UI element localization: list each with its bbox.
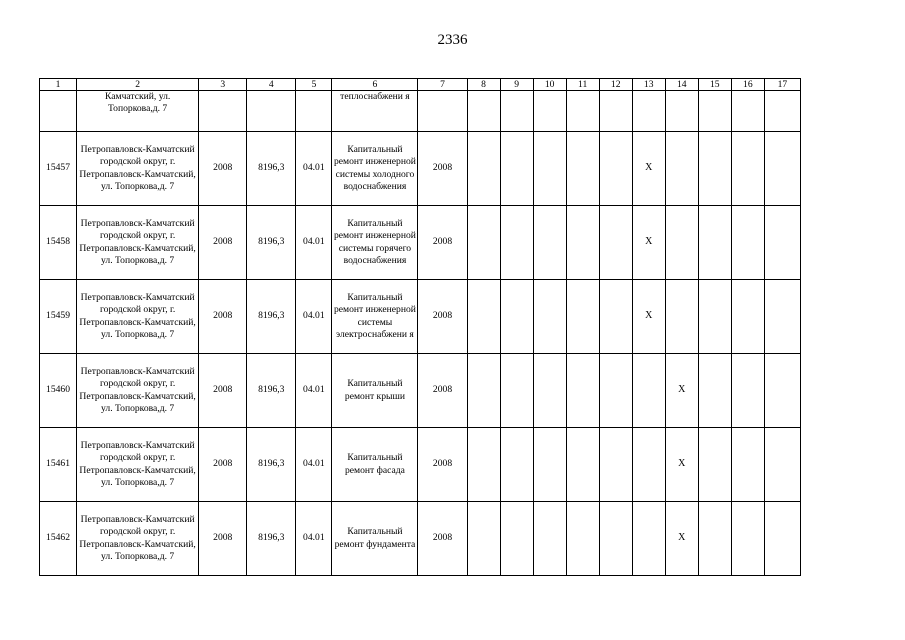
mark-col13 [632, 354, 665, 428]
year-cell: 2008 [199, 354, 247, 428]
area-cell: 8196,3 [247, 502, 296, 576]
cell-empty [698, 280, 731, 354]
cell-empty [731, 206, 764, 280]
table-row [40, 502, 801, 576]
area-cell: 8196,3 [247, 132, 296, 206]
page-number: 2336 [437, 32, 468, 48]
area-cell: 8196,3 [247, 354, 296, 428]
record-id: 15458 [40, 206, 77, 280]
column-header: 9 [500, 79, 533, 91]
code-cell: 04.01 [296, 428, 332, 502]
plan-year-cell: 2008 [418, 280, 467, 354]
work-cell: Капитальный ремонт инженерной системы горячего водоснабжения [332, 206, 418, 280]
cell-empty [764, 354, 800, 428]
mark-col13 [632, 428, 665, 502]
address-cell: Петропавловск-Камчатский городской округ, г. Петропавловск-Камчатский, ул. Топоркова,д. 7 [77, 280, 199, 354]
cell-empty [566, 280, 599, 354]
cell-empty [500, 354, 533, 428]
cell-empty [566, 354, 599, 428]
cell-empty [731, 354, 764, 428]
cell-empty [731, 132, 764, 206]
cell-empty [599, 354, 632, 428]
cell-empty [533, 132, 566, 206]
mark-col14: X [665, 354, 698, 428]
column-header: 4 [247, 79, 296, 91]
address-cell: Петропавловск-Камчатский городской округ, г. Петропавловск-Камчатский, ул. Топоркова,д. 7 [77, 206, 199, 280]
work-cell: Капитальный ремонт фасада [332, 428, 418, 502]
year-cell: 2008 [199, 206, 247, 280]
cell-empty [599, 280, 632, 354]
cell-empty [632, 91, 665, 132]
cell-empty [500, 91, 533, 132]
cell-empty [500, 502, 533, 576]
cell-empty [533, 206, 566, 280]
cell-empty [467, 428, 500, 502]
column-header: 6 [332, 79, 418, 91]
area-cell: 8196,3 [247, 206, 296, 280]
cell-empty [500, 280, 533, 354]
column-header: 11 [566, 79, 599, 91]
cell-empty [698, 206, 731, 280]
column-header: 10 [533, 79, 566, 91]
work-cell: Капитальный ремонт инженерной системы холодного водоснабжения [332, 132, 418, 206]
cell-empty [500, 428, 533, 502]
cell-empty [764, 91, 800, 132]
year-cell: 2008 [199, 502, 247, 576]
cell-empty [599, 91, 632, 132]
cell-empty [599, 502, 632, 576]
mark-col13: X [632, 206, 665, 280]
record-id: 15457 [40, 132, 77, 206]
column-header: 7 [418, 79, 467, 91]
cell-empty [764, 132, 800, 206]
cell-empty [764, 206, 800, 280]
column-header: 17 [764, 79, 800, 91]
cell-empty [566, 91, 599, 132]
year-cell: 2008 [199, 132, 247, 206]
cell-empty [566, 502, 599, 576]
cell-empty [533, 354, 566, 428]
cell-empty [467, 502, 500, 576]
work-cell: теплоснабжени я [332, 91, 418, 132]
address-cell: Петропавловск-Камчатский городской округ, г. Петропавловск-Камчатский, ул. Топоркова,д. 7 [77, 354, 199, 428]
plan-year-cell: 2008 [418, 206, 467, 280]
register-table [39, 78, 801, 576]
column-header: 16 [731, 79, 764, 91]
record-id: 15461 [40, 428, 77, 502]
code-cell: 04.01 [296, 132, 332, 206]
cell-empty [764, 428, 800, 502]
plan-year-cell: 2008 [418, 132, 467, 206]
cell-empty [698, 354, 731, 428]
cell-empty [764, 502, 800, 576]
cell-empty [533, 91, 566, 132]
code-cell: 04.01 [296, 206, 332, 280]
table-row [40, 280, 801, 354]
year-cell: 2008 [199, 280, 247, 354]
cell-empty [731, 91, 764, 132]
address-cell: Камчатский, ул. Топоркова,д. 7 [77, 91, 199, 132]
plan-year-cell: 2008 [418, 502, 467, 576]
plan-year-cell: 2008 [418, 354, 467, 428]
cell-empty [731, 502, 764, 576]
cell-empty [533, 502, 566, 576]
cell-empty [599, 428, 632, 502]
cell-empty [500, 132, 533, 206]
column-header: 5 [296, 79, 332, 91]
column-header: 13 [632, 79, 665, 91]
address-cell: Петропавловск-Камчатский городской округ, г. Петропавловск-Камчатский, ул. Топоркова,д. 7 [77, 428, 199, 502]
table-row [40, 132, 801, 206]
cell-empty [247, 91, 296, 132]
cell-empty [698, 502, 731, 576]
mark-col14 [665, 132, 698, 206]
code-cell: 04.01 [296, 502, 332, 576]
year-cell: 2008 [199, 428, 247, 502]
cell-empty [566, 132, 599, 206]
work-cell: Капитальный ремонт фундамента [332, 502, 418, 576]
cell-empty [599, 206, 632, 280]
cell-empty [467, 280, 500, 354]
work-cell: Капитальный ремонт крыши [332, 354, 418, 428]
cell-empty [566, 206, 599, 280]
mark-col14: X [665, 502, 698, 576]
area-cell: 8196,3 [247, 428, 296, 502]
mark-col14 [665, 206, 698, 280]
cell-empty [500, 206, 533, 280]
mark-col14 [665, 280, 698, 354]
address-cell: Петропавловск-Камчатский городской округ, г. Петропавловск-Камчатский, ул. Топоркова,д. 7 [77, 132, 199, 206]
area-cell: 8196,3 [247, 280, 296, 354]
cell-empty [566, 428, 599, 502]
cell-empty [698, 132, 731, 206]
work-cell: Капитальный ремонт инженерной системы электроснабжени я [332, 280, 418, 354]
cell-empty [418, 91, 467, 132]
column-header: 1 [40, 79, 77, 91]
mark-col14: X [665, 428, 698, 502]
table-row [40, 206, 801, 280]
column-number-row [40, 79, 801, 91]
cell-empty [467, 206, 500, 280]
record-id: 15462 [40, 502, 77, 576]
column-header: 12 [599, 79, 632, 91]
cell-empty [40, 91, 77, 132]
code-cell: 04.01 [296, 280, 332, 354]
record-id: 15459 [40, 280, 77, 354]
column-header: 14 [665, 79, 698, 91]
code-cell: 04.01 [296, 354, 332, 428]
cell-empty [467, 132, 500, 206]
mark-col13 [632, 502, 665, 576]
cell-empty [698, 428, 731, 502]
record-id: 15460 [40, 354, 77, 428]
plan-year-cell: 2008 [418, 428, 467, 502]
address-cell: Петропавловск-Камчатский городской округ, г. Петропавловск-Камчатский, ул. Топоркова,д. 7 [77, 502, 199, 576]
column-header: 3 [199, 79, 247, 91]
cell-empty [599, 132, 632, 206]
column-header: 8 [467, 79, 500, 91]
column-header: 15 [698, 79, 731, 91]
table-row [40, 354, 801, 428]
cell-empty [665, 91, 698, 132]
cell-empty [296, 91, 332, 132]
mark-col13: X [632, 280, 665, 354]
table-row [40, 428, 801, 502]
cell-empty [533, 428, 566, 502]
continuation-row [40, 91, 801, 132]
cell-empty [731, 280, 764, 354]
cell-empty [467, 354, 500, 428]
cell-empty [467, 91, 500, 132]
cell-empty [698, 91, 731, 132]
mark-col13: X [632, 132, 665, 206]
column-header: 2 [77, 79, 199, 91]
cell-empty [533, 280, 566, 354]
cell-empty [199, 91, 247, 132]
cell-empty [731, 428, 764, 502]
cell-empty [764, 280, 800, 354]
